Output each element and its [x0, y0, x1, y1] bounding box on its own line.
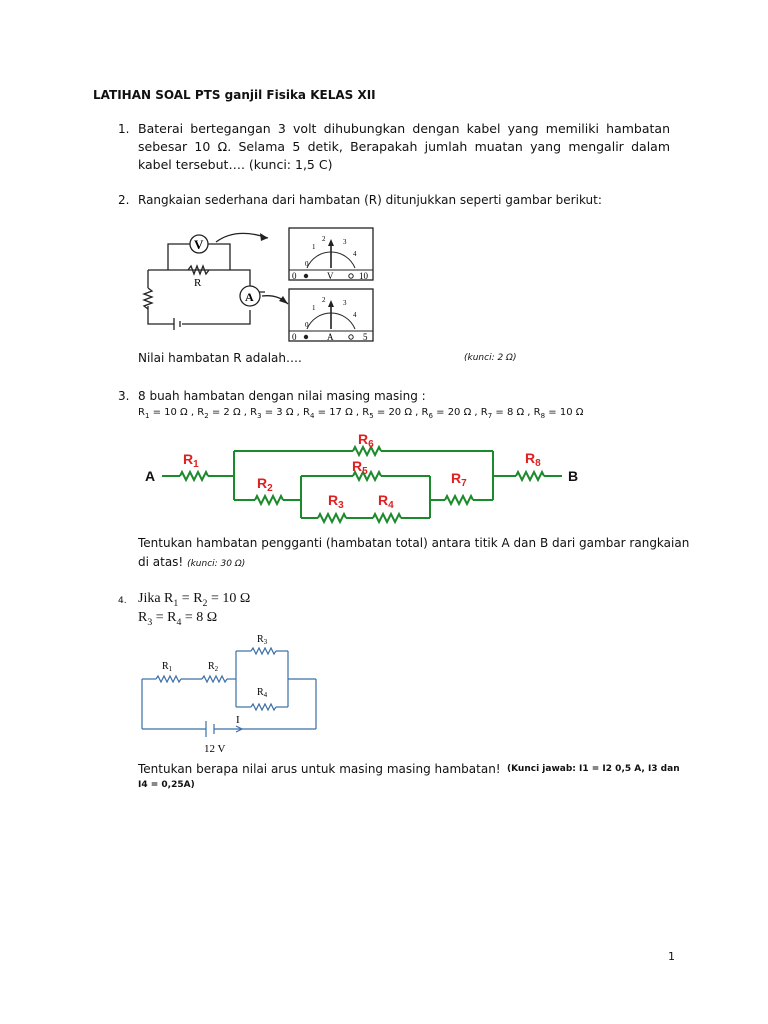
question-3-text: 8 buah hambatan dengan nilai masing masing : — [138, 389, 426, 403]
svg-text:5: 5 — [363, 332, 368, 342]
label-r1: $R_1$ — [183, 451, 199, 470]
svg-text:V: V — [327, 271, 334, 281]
svg-text:0: 0 — [292, 271, 297, 281]
question-3-prompt-line2: di atas! (kunci: 30 Ω) — [138, 555, 246, 569]
svg-text:3: 3 — [343, 299, 347, 307]
svg-text:0: 0 — [305, 321, 309, 329]
question-3-key: (kunci: 30 Ω) — [187, 559, 246, 569]
label-r4: $R_4$ — [378, 492, 394, 511]
label-r5: $R_5$ — [352, 458, 368, 477]
ammeter-label: A — [245, 290, 254, 304]
question-2-text: Rangkaian sederhana dari hambatan (R) ditunjukkan seperti gambar berikut: — [138, 193, 602, 207]
q3-circuit-figure — [140, 428, 590, 528]
label-r8: $R_8$ — [525, 450, 541, 469]
question-3-values: $R_1 = 10$ Ω , $R_2 = 2$ Ω , $R_3 = 3$ Ω , $R_4 = 17$ Ω , $R_5 = 20$ Ω , $R_6 = 20$ Ω , $R_7 = 8$ Ω , $R_8 = 10$ Ω — [138, 407, 584, 420]
page-number: 1 — [668, 950, 675, 963]
label-r1: $R_1$ — [162, 661, 173, 673]
svg-text:4: 4 — [353, 311, 357, 319]
question-4-prompt: Tentukan berapa nilai arus untuk masing masing hambatan! — [138, 762, 501, 776]
label-r2: $R_2$ — [257, 475, 273, 494]
question-1-text: Baterai bertegangan 3 volt dihubungkan dengan kabel yang memiliki hambatan sebesar 10 Ω. Selama 5 detik, Berapakah jumlah muatan yang mengalir dalam kabel tersebut…. (kunci: 1,5 C) — [138, 121, 670, 172]
question-3-prompt-line1: Tentukan hambatan pengganti (hambatan total) antara titik A dan B dari gambar rangkaian — [138, 536, 690, 550]
svg-text:0: 0 — [292, 332, 297, 342]
svg-text:A: A — [327, 332, 334, 342]
svg-text:2: 2 — [322, 235, 326, 243]
node-a-label: A — [145, 468, 156, 484]
label-r2: $R_2$ — [208, 661, 219, 673]
label-r7: $R_7$ — [451, 470, 467, 489]
svg-text:3: 3 — [343, 238, 347, 246]
label-r4: $R_4$ — [257, 687, 268, 699]
question-2-prompt: Nilai hambatan R adalah…. — [138, 351, 302, 365]
label-r6: $R_6$ — [358, 431, 374, 450]
q4-circuit-figure — [138, 632, 328, 757]
svg-text:0: 0 — [305, 260, 309, 268]
question-2-key: (kunci: 2 Ω) — [464, 353, 517, 363]
label-r3: $R_3$ — [328, 492, 344, 511]
q2-circuit-figure — [138, 222, 378, 347]
question-3-number: 3. — [118, 389, 130, 403]
svg-text:1: 1 — [312, 304, 316, 312]
question-2-number: 2. — [118, 193, 130, 207]
question-4-number: 4. — [118, 596, 127, 606]
question-4-key-line2: I4 = 0,25A) — [138, 780, 195, 790]
voltage-label: 12 V — [204, 743, 226, 755]
page-title: LATIHAN SOAL PTS ganjil Fisika KELAS XII — [93, 88, 376, 102]
svg-text:4: 4 — [353, 250, 357, 258]
svg-text:2: 2 — [322, 296, 326, 304]
voltmeter-label: V — [194, 237, 204, 252]
node-b-label: B — [568, 468, 579, 484]
question-4-line1: Jika $R_1 = R_2 = 10$ Ω — [138, 591, 251, 609]
label-r3: $R_3$ — [257, 634, 268, 646]
question-4-key-line1: (Kunci jawab: I1 = I2 0,5 A, I3 dan — [507, 764, 680, 774]
current-label: I — [236, 714, 240, 726]
question-1-number: 1. — [118, 122, 130, 136]
svg-text:1: 1 — [312, 243, 316, 251]
resistor-r-label: R — [194, 277, 202, 289]
question-4-line2: $R_3 = R_4 = 8$ Ω — [138, 610, 218, 628]
svg-text:10: 10 — [359, 271, 368, 281]
